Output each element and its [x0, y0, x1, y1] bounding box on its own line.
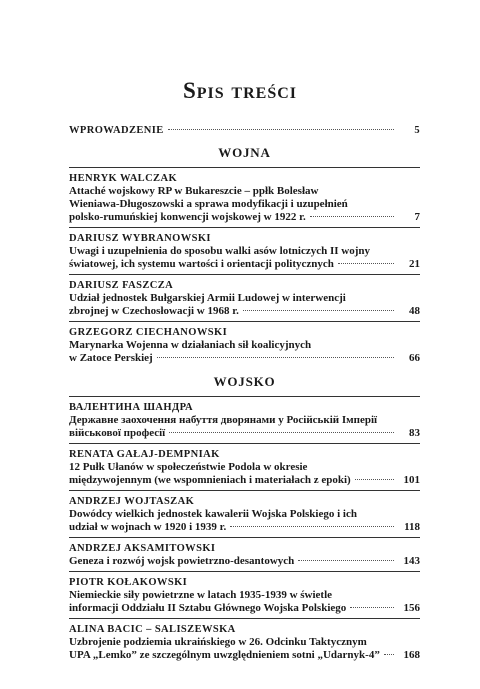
dot-leader [230, 526, 394, 527]
toc-title-line: Attaché wojskowy RP w Bukareszcie – ppłk Bolesław [69, 185, 319, 197]
toc-last-line [69, 352, 420, 365]
dot-leader [355, 479, 394, 480]
toc-page-number: 83 [409, 427, 420, 439]
toc-entry[interactable] [69, 401, 420, 440]
toc-title-line: 12 Pułk Ułanów w społeczeństwie Podola w okresie [69, 461, 308, 473]
entry-divider [69, 396, 420, 397]
toc-author: HENRYK WALCZAK [69, 173, 178, 184]
toc-author: PIOTR KOŁAKOWSKI [69, 577, 188, 588]
dot-leader [384, 654, 394, 655]
entry-divider [69, 618, 420, 619]
toc-title-line: Niemieckie siły powietrzne w latach 1935-1939 w świetle [69, 589, 333, 601]
toc-last-line [69, 474, 420, 487]
section-heading: WOJNA [218, 145, 271, 160]
dot-leader [157, 357, 394, 358]
toc-last-line [69, 211, 420, 224]
dot-leader [168, 129, 394, 130]
entry-divider [69, 321, 420, 322]
toc-page-number: 156 [403, 602, 420, 614]
toc-page-number: 101 [403, 474, 420, 486]
toc-title-line: udział w wojnach w 1920 i 1939 r. [69, 521, 227, 533]
toc-title-line: międzywojennym (we wspomnieniach i materiałach z epoki) [69, 474, 351, 486]
toc-title-line: Geneza i rozwój wojsk powietrzno-desantowych [69, 555, 295, 567]
entry-divider [69, 274, 420, 275]
toc-title-line: Uwagi i uzupełnienia do sposobu walki asów lotniczych II wojny [69, 245, 371, 257]
dot-leader [350, 607, 394, 608]
toc-title-line: zbrojnej w Czechosłowacji w 1968 r. [69, 305, 239, 317]
table-of-contents [69, 125, 420, 662]
toc-author: ALINA BACIC – SALISZEWSKA [69, 624, 236, 635]
toc-intro-entry[interactable] [69, 125, 420, 136]
toc-author: DARIUSZ FASZCZA [69, 280, 174, 291]
toc-title-line: UPA „Lemko” ze szczególnym uwzględnieniem sotni „Udarnyk-4” [69, 649, 380, 661]
toc-title-line: Wieniawa-Długoszowski a sprawa modyfikacji i uzupełnień [69, 198, 348, 210]
toc-title-line: informacji Oddziału II Sztabu Głównego Wojska Polskiego [69, 602, 347, 614]
toc-last-line [69, 602, 420, 615]
toc-page-number: 7 [414, 211, 420, 223]
toc-title-line: polsko-rumuńskiej konwencji wojskowej w 1922 r. [69, 211, 306, 223]
entry-divider [69, 571, 420, 572]
section-heading: WOJSKO [213, 374, 276, 389]
toc-entry[interactable] [69, 495, 420, 534]
toc-entry[interactable] [69, 576, 420, 615]
toc-title-line: światowej, ich systemu wartości i orientacji politycznych [69, 258, 334, 270]
toc-last-line [69, 258, 420, 271]
toc-author: ВАЛЕНТИНА ШАНДРА [69, 402, 194, 413]
toc-entry[interactable] [69, 232, 420, 271]
dot-leader [310, 216, 394, 217]
toc-entry[interactable] [69, 448, 420, 487]
dot-leader [298, 560, 394, 561]
dot-leader [169, 432, 394, 433]
entry-divider [69, 227, 420, 228]
toc-page-number: 21 [409, 258, 420, 270]
toc-title-line: Державне заохочення набуття дворянами у Російській Імперії [69, 414, 378, 426]
toc-author: GRZEGORZ CIECHANOWSKI [69, 327, 228, 338]
toc-page-number: 143 [403, 555, 420, 567]
page-title: Spis treści [182, 78, 298, 103]
toc-last-line [69, 305, 420, 318]
entry-divider [69, 167, 420, 168]
toc-title-line: Udział jednostek Bułgarskiej Armii Ludowej w interwencji [69, 292, 346, 304]
toc-last-line [69, 555, 420, 568]
entry-divider [69, 537, 420, 538]
toc-entry[interactable] [69, 542, 420, 568]
toc-title-line: Uzbrojenie podziemia ukraińskiego w 26. Odcinku Taktycznym [69, 636, 367, 648]
toc-page-number: 66 [409, 352, 420, 364]
toc-entry[interactable] [69, 623, 420, 662]
toc-page-number: 5 [414, 125, 420, 136]
entry-divider [69, 490, 420, 491]
toc-author: ANDRZEJ WOJTASZAK [69, 496, 195, 507]
entry-divider [69, 443, 420, 444]
toc-title-line: військової професії [69, 427, 166, 439]
toc-last-line [69, 649, 420, 662]
toc-title-line: Dowódcy wielkich jednostek kawalerii Wojska Polskiego i ich [69, 508, 357, 520]
toc-author: RENATA GAŁAJ-DEMPNIAK [69, 449, 220, 460]
toc-author: ANDRZEJ AKSAMITOWSKI [69, 543, 216, 554]
toc-entry[interactable] [69, 172, 420, 224]
toc-entry[interactable] [69, 326, 420, 365]
toc-author: DARIUSZ WYBRANOWSKI [69, 233, 211, 244]
toc-page-number: 168 [403, 649, 420, 661]
toc-page-number: 48 [409, 305, 420, 317]
toc-last-line [69, 521, 420, 534]
toc-last-line [69, 427, 420, 440]
toc-title-line: w Zatoce Perskiej [69, 352, 153, 364]
dot-leader [243, 310, 394, 311]
toc-intro-label: WPROWADZENIE [69, 125, 164, 136]
toc-title-line: Marynarka Wojenna w działaniach sił koalicyjnych [69, 339, 312, 351]
dot-leader [338, 263, 394, 264]
toc-entry[interactable] [69, 279, 420, 318]
toc-page-number: 118 [404, 521, 420, 533]
